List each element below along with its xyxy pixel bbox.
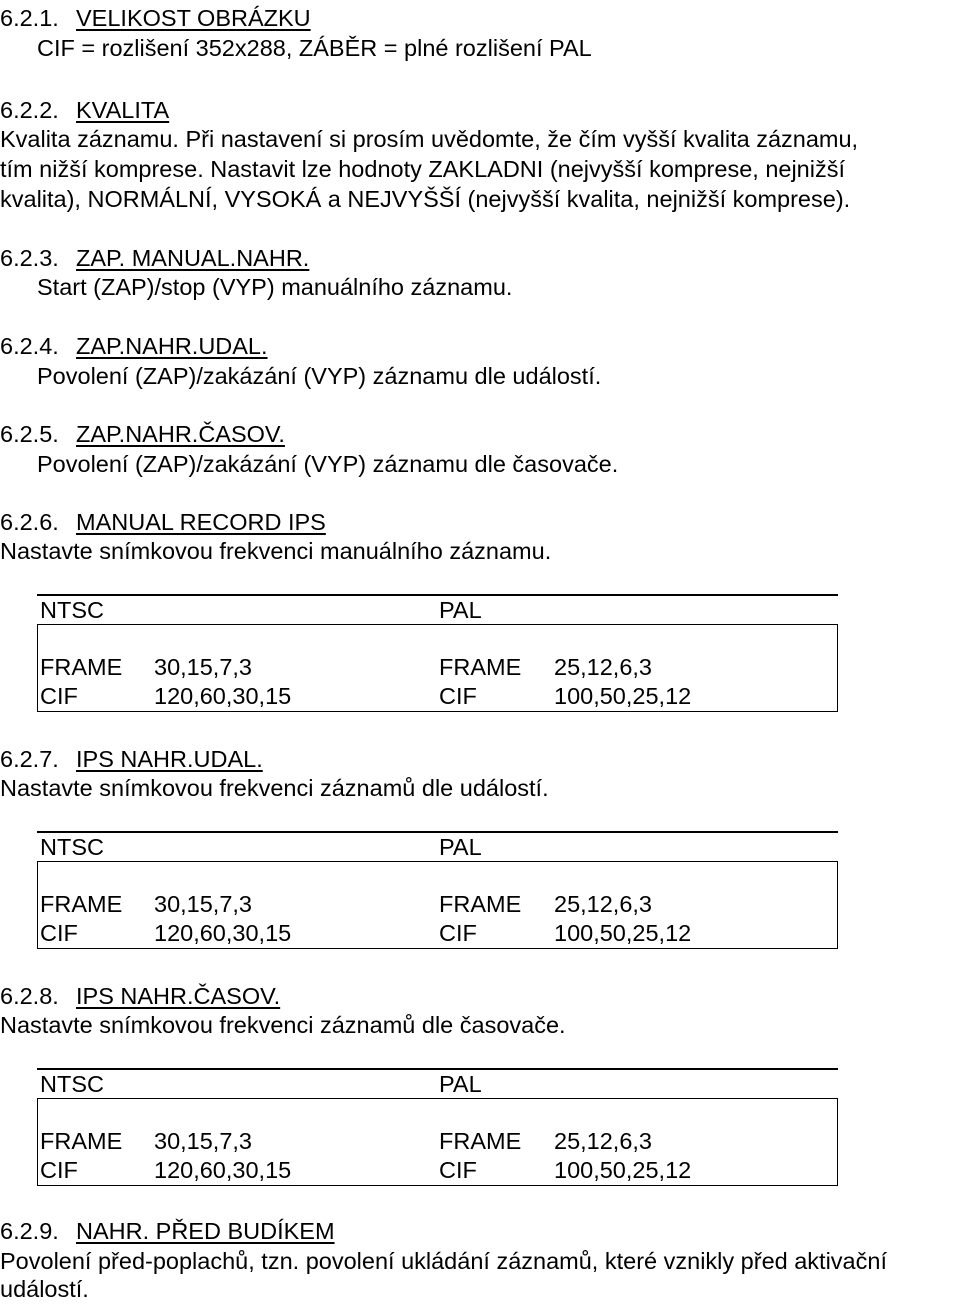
section-text: Povolení (ZAP)/zakázání (VYP) záznamu dle událostí. (37, 363, 602, 389)
pal-frame-values: 25,12,6,3 (554, 1128, 653, 1154)
ntsc-header: NTSC (40, 834, 104, 860)
section-text: událostí. (0, 1276, 89, 1302)
ntsc-cif-values: 120,60,30,15 (154, 920, 292, 946)
ntsc-frame-values: 30,15,7,3 (154, 1128, 253, 1154)
section-title: VELIKOST OBRÁZKU (76, 5, 311, 31)
table-header (37, 596, 838, 624)
frame-label: FRAME (40, 891, 123, 917)
section-number: 6.2.8. (0, 983, 59, 1009)
ntsc-cif-values: 120,60,30,15 (154, 683, 292, 709)
section-text: Nastavte snímkovou frekvenci záznamů dle časovače. (0, 1012, 566, 1038)
section-number: 6.2.6. (0, 509, 59, 535)
section-title: ZAP.NAHR.ČASOV. (76, 421, 285, 447)
section-title: ZAP. MANUAL.NAHR. (76, 245, 310, 271)
section-text: Start (ZAP)/stop (VYP) manuálního záznamu. (37, 274, 513, 300)
section-heading-6-2-5 (0, 419, 285, 449)
pal-header: PAL (439, 597, 482, 623)
table-body (37, 1098, 838, 1186)
section-heading-6-2-9 (0, 1216, 335, 1246)
section-heading-6-2-6 (0, 507, 326, 537)
section-title: MANUAL RECORD IPS (76, 509, 326, 535)
section-text: Nastavte snímkovou frekvenci záznamů dle událostí. (0, 775, 549, 801)
section-title: IPS NAHR.UDAL. (76, 746, 263, 772)
pal-cif-values: 100,50,25,12 (554, 683, 692, 709)
ntsc-frame-values: 30,15,7,3 (154, 654, 253, 680)
cif-label: CIF (439, 683, 477, 709)
pal-frame-values: 25,12,6,3 (554, 891, 653, 917)
cif-label: CIF (40, 1157, 78, 1183)
pal-header: PAL (439, 834, 482, 860)
section-heading-6-2-3 (0, 243, 309, 273)
table-body (37, 861, 838, 949)
ntsc-cif-values: 120,60,30,15 (154, 1157, 292, 1183)
section-heading-6-2-7 (0, 744, 263, 774)
cif-label: CIF (439, 920, 477, 946)
table-header (37, 833, 838, 861)
frame-label: FRAME (439, 891, 522, 917)
section-title: KVALITA (76, 97, 170, 123)
section-heading-6-2-4 (0, 331, 268, 361)
frame-label: FRAME (439, 1128, 522, 1154)
ntsc-header: NTSC (40, 597, 104, 623)
section-heading-6-2-2 (0, 95, 169, 125)
pal-cif-values: 100,50,25,12 (554, 920, 692, 946)
frame-label: FRAME (439, 654, 522, 680)
section-text: Kvalita záznamu. Při nastavení si prosím uvědomte, že čím vyšší kvalita záznamu, (0, 126, 859, 152)
section-heading-6-2-8 (0, 981, 280, 1011)
section-text: Nastavte snímkovou frekvenci manuálního záznamu. (0, 538, 552, 564)
frame-label: FRAME (40, 1128, 123, 1154)
section-number: 6.2.7. (0, 746, 59, 772)
table-header (37, 1070, 838, 1098)
cif-label: CIF (40, 683, 78, 709)
section-number: 6.2.1. (0, 5, 59, 31)
cif-label: CIF (439, 1157, 477, 1183)
ntsc-header: NTSC (40, 1071, 104, 1097)
section-text: CIF = rozlišení 352x288, ZÁBĚR = plné rozlišení PAL (37, 35, 592, 61)
section-text: kvalita), NORMÁLNÍ, VYSOKÁ a NEJVYŠŠÍ (nejvyšší kvalita, nejnižší komprese). (0, 186, 851, 212)
pal-header: PAL (439, 1071, 482, 1097)
table-body (37, 624, 838, 712)
section-heading-6-2-1 (0, 3, 311, 33)
section-text: Povolení (ZAP)/zakázání (VYP) záznamu dle časovače. (37, 451, 619, 477)
section-number: 6.2.3. (0, 245, 59, 271)
section-number: 6.2.2. (0, 97, 59, 123)
pal-frame-values: 25,12,6,3 (554, 654, 653, 680)
frame-label: FRAME (40, 654, 123, 680)
section-title: NAHR. PŘED BUDÍKEM (76, 1218, 335, 1244)
ntsc-frame-values: 30,15,7,3 (154, 891, 253, 917)
section-number: 6.2.4. (0, 333, 59, 359)
section-title: IPS NAHR.ČASOV. (76, 983, 281, 1009)
section-title: ZAP.NAHR.UDAL. (76, 333, 268, 359)
pal-cif-values: 100,50,25,12 (554, 1157, 692, 1183)
section-number: 6.2.5. (0, 421, 59, 447)
cif-label: CIF (40, 920, 78, 946)
section-text: Povolení před-poplachů, tzn. povolení ukládání záznamů, které vznikly před aktivační (0, 1248, 887, 1274)
section-text: tím nižší komprese. Nastavit lze hodnoty ZAKLADNI (nejvyšší komprese, nejnižší (0, 156, 846, 182)
section-number: 6.2.9. (0, 1218, 59, 1244)
